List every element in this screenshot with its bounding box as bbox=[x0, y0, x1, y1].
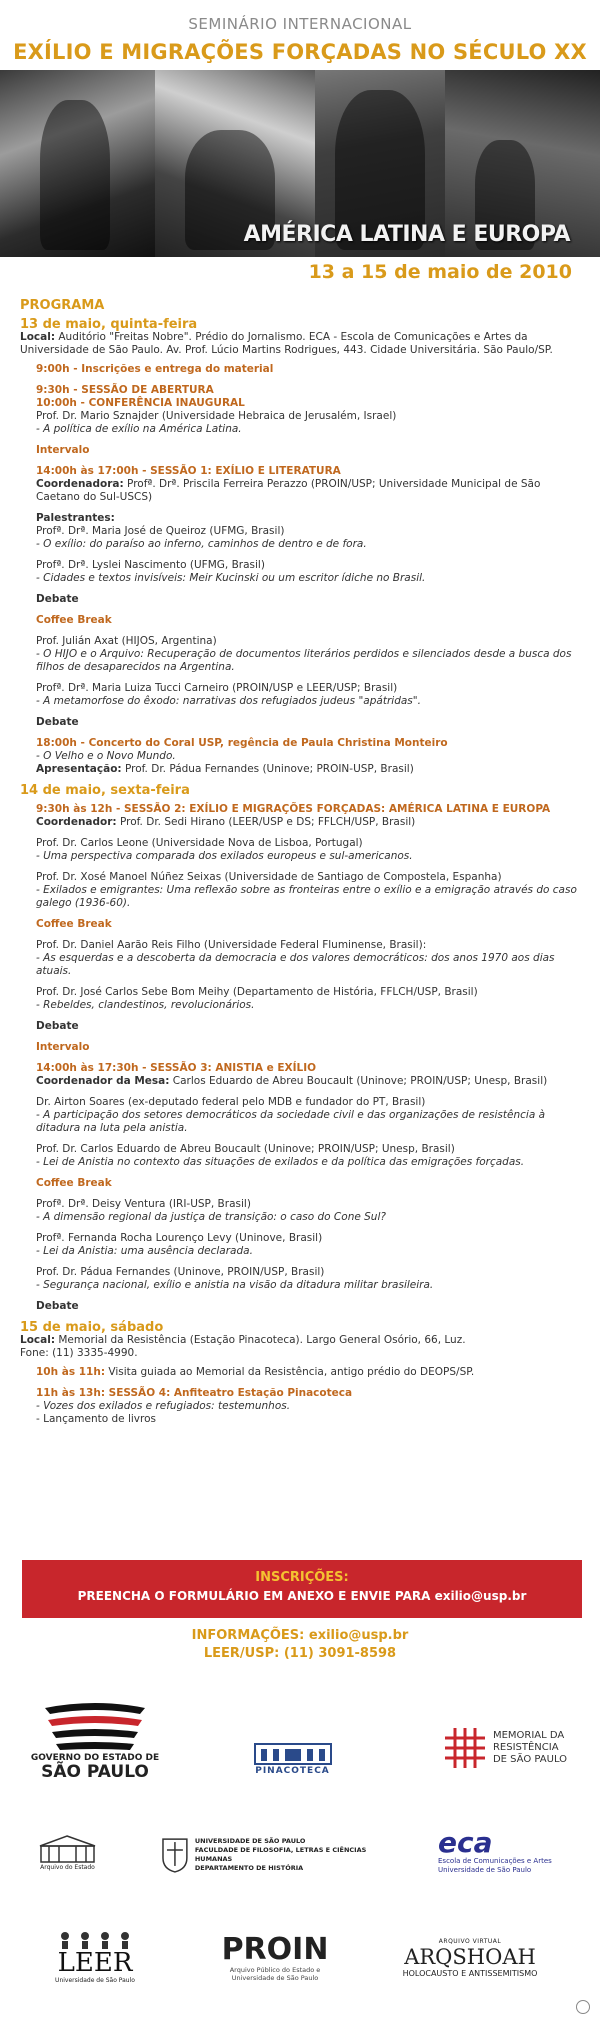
coord-text: Prof. Dr. Sedi Hirano (LEER/USP e DS; FFLCH/USP, Brasil) bbox=[116, 816, 416, 828]
day3-local-text: Memorial da Resistência (Estação Pinacoteca). Largo General Osório, 66, Luz. bbox=[55, 1334, 466, 1346]
day1-conference: 10:00h - CONFERÊNCIA INAUGURAL bbox=[36, 397, 245, 409]
logo-arqshoah bbox=[380, 1925, 560, 1990]
day2-talk-8: - Lei da Anistia: uma ausência declarada. bbox=[36, 1245, 253, 1257]
day1-speaker-1: Profª. Drª. Maria José de Queiroz (UFMG, Brasil) bbox=[36, 525, 285, 537]
day1-speaker-4: Profª. Drª. Maria Luiza Tucci Carneiro (PROIN/USP e LEER/USP; Brasil) bbox=[36, 682, 398, 694]
day2-speaker-2: Prof. Dr. Xosé Manoel Núñez Seixas (Universidade de Santiago de Compostela, Espanha) bbox=[36, 871, 502, 883]
coord-label: Coordenador da Mesa: bbox=[36, 1075, 170, 1087]
day2-interval: Intervalo bbox=[36, 1041, 90, 1053]
coord-label: Coordenador: bbox=[36, 816, 117, 828]
day1-debate-2: Debate bbox=[36, 716, 79, 728]
registration-text[interactable]: PREENCHA O FORMULÁRIO EM ANEXO E ENVIE PARA exilio@usp.br bbox=[77, 1589, 527, 1603]
day1-speaker-3: Prof. Julián Axat (HIJOS, Argentina) bbox=[36, 635, 217, 647]
proin-line1: Arquivo Público do Estado e bbox=[229, 1965, 321, 1974]
logo-memorial bbox=[420, 1718, 590, 1778]
day3-book-launch: - Lançamento de livros bbox=[36, 1413, 156, 1425]
usp-line2: FACULDADE DE FILOSOFIA, LETRAS E CIÊNCIAS HUMANAS bbox=[194, 1845, 367, 1863]
eca-line1: Escola de Comunicações e Artes bbox=[438, 1857, 552, 1865]
banner-photos bbox=[0, 70, 600, 257]
day1-concert-talk: - O Velho e o Novo Mundo. bbox=[36, 750, 176, 762]
coord-text: Profª. Drª. Priscila Ferreira Perazzo (PROIN/USP; Universidade Municipal de São Caetano do Sul-USCS) bbox=[36, 478, 541, 503]
banner-subtitle: AMÉRICA LATINA E EUROPA bbox=[243, 222, 570, 247]
arqshoah-top: ARQUIVO VIRTUAL bbox=[438, 1937, 502, 1945]
day2-talk-3: - As esquerdas e a descoberta da democracia e dos valores democráticos: dos anos 1970 aos dias atuais. bbox=[36, 952, 555, 977]
presentation-text: Prof. Dr. Pádua Fernandes (Uninove; PROIN-USP, Brasil) bbox=[121, 763, 414, 775]
day1-speaker-2: Profª. Drª. Lyslei Nascimento (UFMG, Brasil) bbox=[36, 559, 265, 571]
day2-talk-4: - Rebeldes, clandestinos, revolucionários. bbox=[36, 999, 255, 1011]
day1-session1-title: 14:00h às 17:00h - SESSÃO 1: EXÍLIO E LITERATURA bbox=[36, 465, 341, 477]
presentation-label: Apresentação: bbox=[36, 763, 122, 775]
logo-arquivo-estado bbox=[30, 1830, 105, 1875]
eca-mark: eca bbox=[438, 1826, 493, 1859]
corner-badge-icon bbox=[576, 2000, 590, 2014]
day3-session4-talk: - Vozes dos exilados e refugiados: testemunhos. bbox=[36, 1400, 291, 1412]
day1-coffee-break: Coffee Break bbox=[36, 614, 112, 626]
memorial-line1: MEMORIAL DA bbox=[492, 1730, 565, 1741]
day3-local-label: Local: bbox=[20, 1334, 56, 1346]
day1-talk-4: - A metamorfose do êxodo: narrativas dos refugiados judeus "apátridas". bbox=[36, 695, 421, 707]
day2-speaker-1: Prof. Dr. Carlos Leone (Universidade Nova de Lisboa, Portugal) bbox=[36, 837, 363, 849]
day2-session3-title: 14:00h às 17:30h - SESSÃO 3: ANISTIA e EXÍLIO bbox=[36, 1062, 317, 1074]
day2-session2-title: 9:30h às 12h - SESSÃO 2: EXÍLIO E MIGRAÇÕES FORÇADAS: AMÉRICA LATINA E EUROPA bbox=[36, 803, 551, 815]
day2-speaker-6: Prof. Dr. Carlos Eduardo de Abreu Boucault (Uninove; PROIN/USP; Unesp, Brasil) bbox=[36, 1143, 455, 1155]
usp-line1: UNIVERSIDADE DE SÃO PAULO bbox=[194, 1836, 306, 1845]
day1-conf-speaker: Prof. Dr. Mario Sznajder (Universidade Hebraica de Jerusalém, Israel) bbox=[36, 410, 397, 422]
day2-speaker-4: Prof. Dr. José Carlos Sebe Bom Meihy (Departamento de História, FFLCH/USP, Brasil) bbox=[36, 986, 478, 998]
day2-talk-5: - A participação dos setores democráticos da sociedade civil e das organizações de resistência à ditadura na luta pela anistia. bbox=[36, 1109, 546, 1134]
program-heading: PROGRAMA bbox=[20, 298, 105, 313]
logo-proin bbox=[220, 1920, 330, 1995]
leer-mark: LEER bbox=[57, 1947, 133, 1978]
day2-coffee-break-2: Coffee Break bbox=[36, 1177, 112, 1189]
info-contact bbox=[0, 1627, 600, 1663]
logo-leer bbox=[50, 1922, 140, 1992]
day2-talk-7: - A dimensão regional da justiça de transição: o caso do Cone Sul? bbox=[36, 1211, 386, 1223]
day3-visit-time: 10h às 11h: bbox=[36, 1366, 106, 1378]
day1-talk-3: - O HIJO e o Arquivo: Recuperação de documentos literários perdidos e silenciados desde a busca dos filhos de desaparecidos na Argentina. bbox=[36, 648, 572, 673]
pinacoteca-label: PINACOTECA bbox=[255, 1765, 330, 1776]
logo-pinacoteca bbox=[245, 1735, 340, 1780]
memorial-line3: DE SÃO PAULO bbox=[492, 1754, 568, 1765]
day2-debate-2: Debate bbox=[36, 1300, 79, 1312]
day1-local-label: Local: bbox=[20, 331, 56, 343]
day1-local-text: Auditório "Freitas Nobre". Prédio do Jornalismo. ECA - Escola de Comunicações e Artes da Universidade de São Paulo. Av. Prof. Lúcio Martins Rodrigues, 443. Cidade Universitária. São Paulo/SP. bbox=[20, 331, 553, 356]
day1-interval: Intervalo bbox=[36, 444, 90, 456]
sao-paulo-stripes-icon bbox=[40, 1698, 150, 1753]
speakers-label: Palestrantes: bbox=[36, 512, 115, 524]
coord-text: Carlos Eduardo de Abreu Boucault (Uninove; PROIN/USP; Unesp, Brasil) bbox=[169, 1075, 548, 1087]
day1-local bbox=[20, 331, 578, 357]
logo-eca bbox=[438, 1822, 588, 1882]
day2-session3-coord bbox=[36, 1075, 578, 1088]
day1-registration: 9:00h - Inscrições e entrega do material bbox=[36, 363, 274, 375]
info-email[interactable]: INFORMAÇÕES: exilio@usp.br bbox=[191, 1628, 409, 1643]
day2-debate-1: Debate bbox=[36, 1020, 79, 1032]
leer-people-icon bbox=[55, 1931, 135, 1949]
usp-line3: DEPARTAMENTO DE HISTÓRIA bbox=[194, 1863, 304, 1872]
day1-presentation bbox=[36, 763, 578, 776]
event-dates: 13 a 15 de maio de 2010 bbox=[308, 261, 572, 283]
day2-speaker-8: Profª. Fernanda Rocha Lourenço Levy (Uninove, Brasil) bbox=[36, 1232, 323, 1244]
header bbox=[0, 0, 600, 70]
day2-coffee-break: Coffee Break bbox=[36, 918, 112, 930]
leer-sub: Universidade de São Paulo bbox=[55, 1976, 135, 1984]
day2-talk-2: - Exilados e emigrantes: Uma reflexão sobre as fronteiras entre o exílio e a emigração através do caso galego (1936-60). bbox=[36, 884, 577, 909]
main-title: EXÍLIO E MIGRAÇÕES FORÇADAS NO SÉCULO XX bbox=[13, 40, 587, 64]
registration-box bbox=[22, 1560, 582, 1618]
day2-talk-6: - Lei de Anistia no contexto das situações de exilados e da política das emigrações forçadas. bbox=[36, 1156, 525, 1168]
photo-1 bbox=[0, 70, 155, 257]
proin-line2: Universidade de São Paulo bbox=[231, 1973, 319, 1982]
day1-session1-coord bbox=[36, 478, 578, 504]
arqshoah-mark: ARQSHOAH bbox=[404, 1944, 536, 1969]
day2-speaker-9: Prof. Dr. Pádua Fernandes (Uninove, PROIN/USP, Brasil) bbox=[36, 1266, 325, 1278]
day2-talk-9: - Segurança nacional, exílio e anistia na visão da ditadura militar brasileira. bbox=[36, 1279, 434, 1291]
arqshoah-sub: HOLOCAUSTO E ANTISSEMITISMO bbox=[402, 1968, 538, 1978]
arquivo-label: Arquivo do Estado bbox=[40, 1864, 95, 1871]
day3-visit-text: Visita guiada ao Memorial da Resistência, antigo prédio do DEOPS/SP. bbox=[105, 1366, 475, 1378]
seminar-label: SEMINÁRIO INTERNACIONAL bbox=[188, 15, 412, 33]
day1-talk-2: - Cidades e textos invisíveis: Meir Kucinski ou um escritor ídiche no Brasil. bbox=[36, 572, 426, 584]
day3-title: 15 de maio, sábado bbox=[20, 1320, 164, 1335]
pinacoteca-building-icon bbox=[253, 1740, 333, 1766]
day1-concert: 18:00h - Concerto do Coral USP, regência de Paula Christina Monteiro bbox=[36, 737, 448, 749]
day1-talk-1: - O exílio: do paraíso ao inferno, caminhos de dentro e de fora. bbox=[36, 538, 367, 550]
program bbox=[0, 289, 600, 1426]
logo-usp-fflch bbox=[160, 1832, 405, 1877]
day2-title: 14 de maio, sexta-feira bbox=[20, 783, 190, 798]
info-phone: LEER/USP: (11) 3091-8598 bbox=[203, 1646, 397, 1661]
day3-phone: Fone: (11) 3335-4990. bbox=[20, 1347, 138, 1359]
day1-conf-talk: - A política de exílio na América Latina. bbox=[36, 423, 242, 435]
memorial-line2: RESISTÊNCIA bbox=[492, 1742, 559, 1753]
sp-line2: SÃO PAULO bbox=[41, 1762, 149, 1782]
day1-opening: 9:30h - SESSÃO DE ABERTURA bbox=[36, 384, 214, 396]
day1-debate-1: Debate bbox=[36, 593, 79, 605]
coord-label: Coordenadora: bbox=[36, 478, 124, 490]
proin-mark: PROIN bbox=[221, 1931, 329, 1967]
sp-line1: GOVERNO DO ESTADO DE bbox=[30, 1753, 160, 1763]
logo-sao-paulo bbox=[30, 1690, 160, 1790]
day1-title: 13 de maio, quinta-feira bbox=[20, 317, 198, 332]
arquivo-building-icon bbox=[35, 1834, 100, 1864]
day3-session4-title: 11h às 13h: SESSÃO 4: Anfiteatro Estação Pinacoteca bbox=[36, 1387, 353, 1399]
day2-session2-coord bbox=[36, 816, 578, 829]
registration-title: INSCRIÇÕES: bbox=[255, 1570, 349, 1585]
day2-speaker-5: Dr. Airton Soares (ex-deputado federal pelo MDB e fundador do PT, Brasil) bbox=[36, 1096, 426, 1108]
day2-talk-1: - Uma perspectiva comparada dos exilados europeus e sul-americanos. bbox=[36, 850, 413, 862]
memorial-hash-icon bbox=[443, 1726, 487, 1770]
day2-speaker-7: Profª. Drª. Deisy Ventura (IRI-USP, Brasil) bbox=[36, 1198, 251, 1210]
day3-local bbox=[20, 1334, 578, 1347]
eca-line2: Universidade de São Paulo bbox=[438, 1866, 532, 1874]
usp-crest-icon bbox=[160, 1836, 190, 1874]
day2-speaker-3: Prof. Dr. Daniel Aarão Reis Filho (Universidade Federal Fluminense, Brasil): bbox=[36, 939, 427, 951]
